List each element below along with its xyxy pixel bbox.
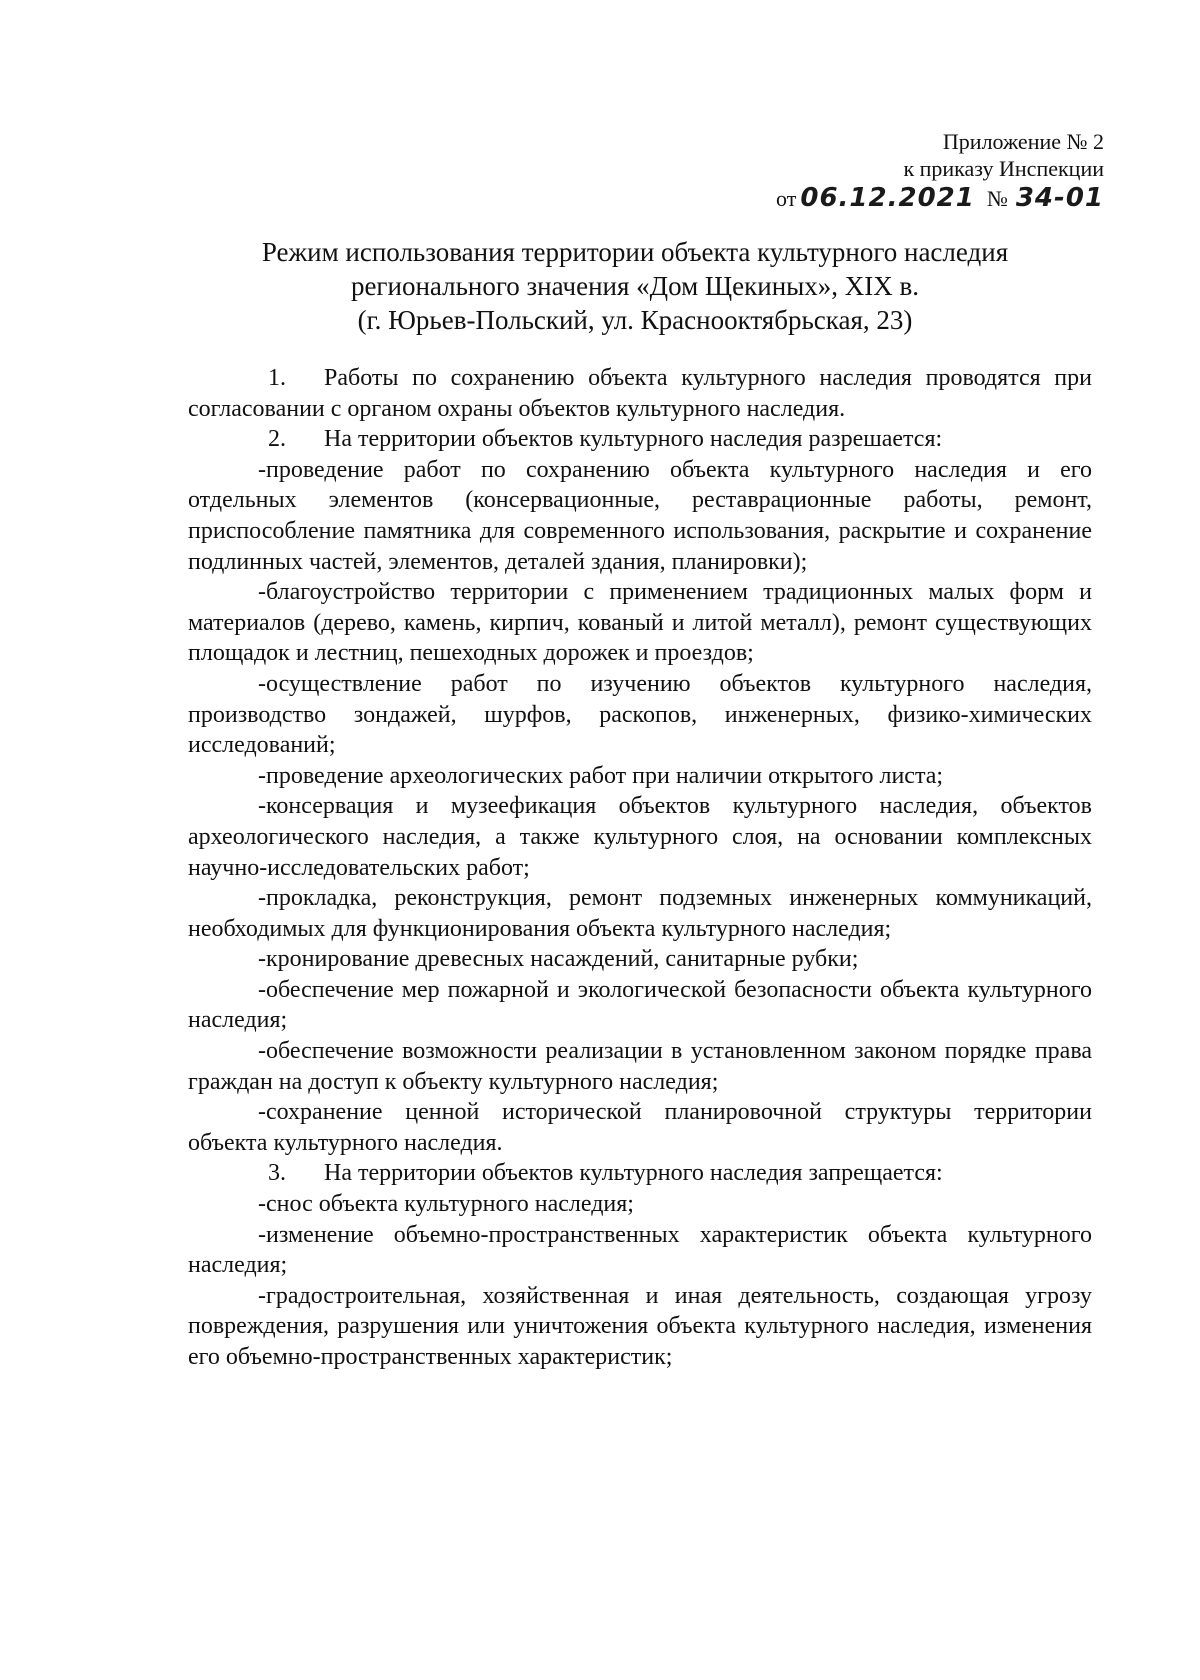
list-item: -обеспечение мер пожарной и экологической безопасности объекта культурного наследия;	[188, 976, 1092, 1034]
appendix-line-2: к приказу Инспекции	[903, 156, 1104, 181]
list-item: -консервация и музеефикация объектов культурного наследия, объектов археологического наследия, а также культурного слоя, на основании комплексных научно-исследовательских работ;	[188, 793, 1092, 881]
date-prefix: от	[776, 186, 797, 211]
section-text: На территории объектов культурного наследия разрешается:	[324, 426, 943, 453]
section-text: Работы по сохранению объекта культурного наследия проводятся при согласовании с органом охраны объектов культурного наследия.	[188, 365, 1092, 422]
list-item: -градостроительная, хозяйственная и иная деятельность, создающая угрозу повреждения, разрушения или уничтожения объекта культурного наследия, изменения его объемно-пространственных характеристик;	[188, 1282, 1092, 1370]
appendix-date-row	[776, 185, 1104, 212]
section-2	[188, 424, 1092, 455]
section-3	[188, 1158, 1092, 1189]
title-line-1: Режим использования территории объекта культурного наследия	[261, 237, 1009, 267]
title-line-3: (г. Юрьев-Польский, ул. Краснооктябрьская, 23)	[357, 305, 913, 335]
handwritten-date: 06.12.2021	[800, 183, 975, 213]
document-title	[190, 235, 1080, 337]
list-item: -изменение объемно-пространственных характеристик объекта культурного наследия;	[188, 1221, 1092, 1279]
list-item: -проведение работ по сохранению объекта культурного наследия и его отдельных элементов (консервационные, реставрационные работы, ремонт, приспособление памятника для современного использования, раскрытие и сохранение подлинных частей, элементов, деталей здания, планировки);	[188, 456, 1092, 575]
section-text: На территории объектов культурного наследия запрещается:	[324, 1160, 943, 1187]
list-item: -осуществление работ по изучению объектов культурного наследия, производство зондажей, шурфов, раскопов, инженерных, физико-химических исследований;	[188, 670, 1092, 759]
section-number: 2.	[268, 426, 286, 453]
list-item: -сохранение ценной исторической планировочной структуры территории объекта культурного наследия.	[188, 1099, 1092, 1156]
section-number: 3.	[268, 1160, 286, 1187]
number-sign: №	[986, 186, 1008, 211]
list-item: -благоустройство территории с применением традиционных малых форм и материалов (дерево, камень, кирпич, кованый и литой металл), ремонт существующих площадок и лестниц, пешеходных дорожек и проездов;	[188, 579, 1092, 667]
section-1	[188, 363, 1092, 424]
list-item: -прокладка, реконструкция, ремонт подземных инженерных коммуникаций, необходимых для функционирования объекта культурного наследия;	[188, 885, 1092, 942]
document-body	[188, 363, 1092, 1373]
list-item: -кронирование древесных насаждений, санитарные рубки;	[258, 946, 859, 973]
appendix-line-1: Приложение № 2	[942, 129, 1104, 154]
title-line-2: регионального значения «Дом Щекиных», XIX в.	[350, 271, 920, 301]
appendix-block	[776, 128, 1104, 212]
handwritten-number: 34-01	[1015, 183, 1104, 213]
section-number: 1.	[268, 365, 286, 391]
list-item: -обеспечение возможности реализации в установленном законом порядке права граждан на доступ к объекту культурного наследия;	[188, 1038, 1092, 1095]
list-item: -проведение археологических работ при наличии открытого листа;	[258, 762, 944, 789]
list-item: -снос объекта культурного наследия;	[258, 1191, 634, 1218]
